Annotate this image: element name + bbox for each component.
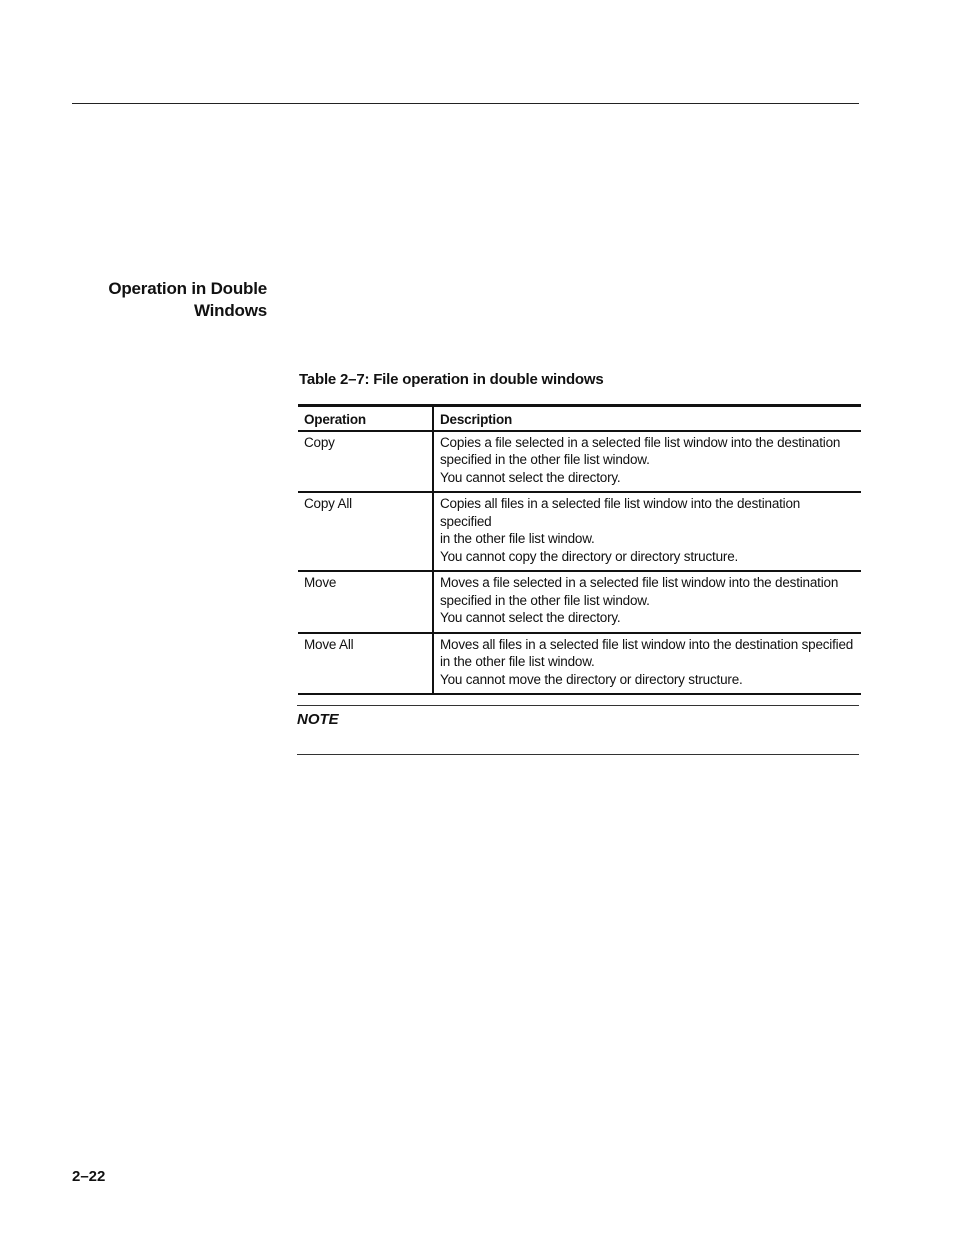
section-heading-line-2: Windows bbox=[193, 301, 267, 320]
table-row bbox=[298, 492, 861, 571]
note-label: NOTE bbox=[297, 711, 339, 728]
note-bottom-rule bbox=[297, 754, 859, 755]
description-cell bbox=[433, 633, 861, 695]
description-line: specified in the other file list window. bbox=[440, 452, 650, 467]
table-row bbox=[298, 633, 861, 695]
file-operation-table bbox=[298, 404, 861, 695]
table-header-row bbox=[298, 406, 861, 431]
table-row bbox=[298, 571, 861, 633]
column-header-description: Description bbox=[433, 406, 861, 431]
operation-cell: Copy All bbox=[298, 492, 433, 571]
description-line: You cannot select the directory. bbox=[440, 610, 621, 625]
description-line: You cannot copy the directory or directory structure. bbox=[440, 548, 739, 564]
operation-cell: Move All bbox=[298, 633, 433, 695]
note-top-rule bbox=[297, 705, 859, 706]
table-caption: Table 2–7: File operation in double windows bbox=[299, 371, 604, 388]
operation-cell: Copy bbox=[298, 431, 433, 493]
description-line: Moves all files in a selected file list window into the destination specified bbox=[440, 636, 854, 652]
description-cell bbox=[433, 571, 861, 633]
description-cell bbox=[433, 431, 861, 493]
page-number: 2–22 bbox=[72, 1168, 106, 1185]
description-line: specified in the other file list window. bbox=[440, 592, 650, 608]
section-heading-line-1: Operation in Double bbox=[108, 279, 267, 298]
column-header-operation: Operation bbox=[298, 406, 433, 431]
description-line: You cannot move the directory or directory structure. bbox=[440, 671, 743, 687]
description-line: Moves a file selected in a selected file list window into the destination bbox=[440, 575, 839, 590]
operation-cell: Move bbox=[298, 571, 433, 633]
description-line: Copies all files in a selected file list window into the destination specified bbox=[440, 496, 801, 529]
description-line: in the other file list window. bbox=[440, 531, 595, 546]
description-line: You cannot select the directory. bbox=[440, 469, 621, 485]
description-line: in the other file list window. bbox=[440, 654, 595, 669]
section-heading bbox=[67, 278, 267, 322]
description-cell bbox=[433, 492, 861, 571]
description-line: Copies a file selected in a selected file list window into the destination bbox=[440, 434, 841, 450]
table-row bbox=[298, 431, 861, 493]
header-rule bbox=[72, 103, 859, 104]
